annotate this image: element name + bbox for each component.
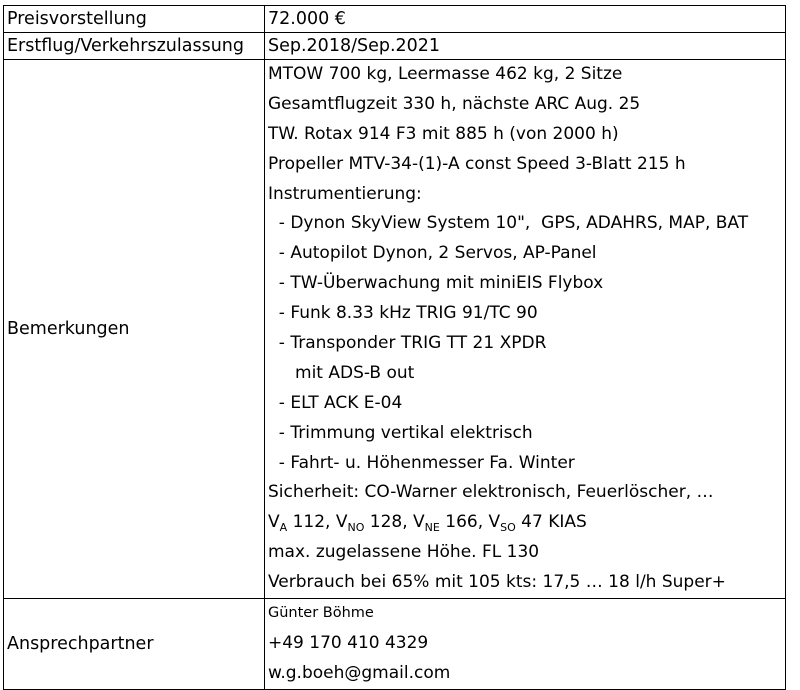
remark-line: max. zugelassene Höhe. FL 130 <box>268 542 540 563</box>
table-row-contact <box>4 599 786 690</box>
firstflight-value[interactable]: Sep.2018/Sep.2021 <box>265 33 786 60</box>
remark-line: TW. Rotax 914 F3 mit 885 h (von 2000 h) <box>268 123 619 144</box>
speed-sub-ne: NE <box>424 521 440 535</box>
remark-line: - Trimmung vertikal elektrisch <box>268 422 533 443</box>
remark-line: - Dynon SkyView System 10", GPS, ADAHRS, MAP, BAT <box>268 213 749 234</box>
speed-val-so: 47 KIAS <box>515 512 587 533</box>
remark-line: Sicherheit: CO-Warner elektronisch, Feuerlöscher, … <box>268 482 714 503</box>
speed-limits-line <box>268 508 782 538</box>
remark-line: Gesamtflugzeit 330 h, nächste ARC Aug. 25 <box>268 93 641 114</box>
speed-sub-no: NO <box>347 521 365 535</box>
speed-sub-so: SO <box>500 521 516 535</box>
speed-v-a: V <box>268 512 280 533</box>
remark-line: MTOW 700 kg, Leermasse 462 kg, 2 Sitze <box>268 64 623 84</box>
aircraft-details-table <box>3 5 786 690</box>
speed-sub-a: A <box>279 521 288 535</box>
contact-phone: +49 170 410 4329 <box>268 632 429 653</box>
remark-line: Propeller MTV-34-(1)-A const Speed 3-Blatt 215 h <box>268 153 686 174</box>
remark-line: - ELT ACK E-04 <box>268 392 403 413</box>
remark-line: - Fahrt- u. Höhenmesser Fa. Winter <box>268 452 575 473</box>
table-row-remarks <box>4 60 786 599</box>
table-row-firstflight <box>4 33 786 60</box>
remark-line: Instrumentierung: <box>268 183 422 204</box>
speed-val-a: 112, V <box>287 512 348 533</box>
table-row-price <box>4 6 786 33</box>
contact-name: Günter Böhme <box>268 605 374 622</box>
contact-email: w.g.boeh@gmail.com <box>268 662 451 683</box>
contact-label[interactable]: Ansprechpartner <box>4 599 265 690</box>
remarks-label[interactable]: Bemerkungen <box>4 60 265 599</box>
remark-line: - Autopilot Dynon, 2 Servos, AP-Panel <box>268 243 597 264</box>
price-label[interactable]: Preisvorstellung <box>4 6 265 33</box>
remark-line: Verbrauch bei 65% mit 105 kts: 17,5 … 18 l/h Super+ <box>268 572 726 593</box>
contact-cell[interactable] <box>265 599 786 690</box>
speed-val-no: 128, V <box>364 512 425 533</box>
price-value[interactable]: 72.000 € <box>265 6 786 33</box>
remark-line: mit ADS-B out <box>268 362 415 383</box>
remarks-cell[interactable] <box>265 60 786 599</box>
firstflight-label[interactable]: Erstflug/Verkehrszulassung <box>4 33 265 60</box>
remark-line: - Funk 8.33 kHz TRIG 91/TC 90 <box>268 303 538 324</box>
remark-line: - Transponder TRIG TT 21 XPDR <box>268 333 547 354</box>
remark-line: - TW-Überwachung mit miniEIS Flybox <box>268 273 604 294</box>
speed-val-ne: 166, V <box>439 512 501 533</box>
